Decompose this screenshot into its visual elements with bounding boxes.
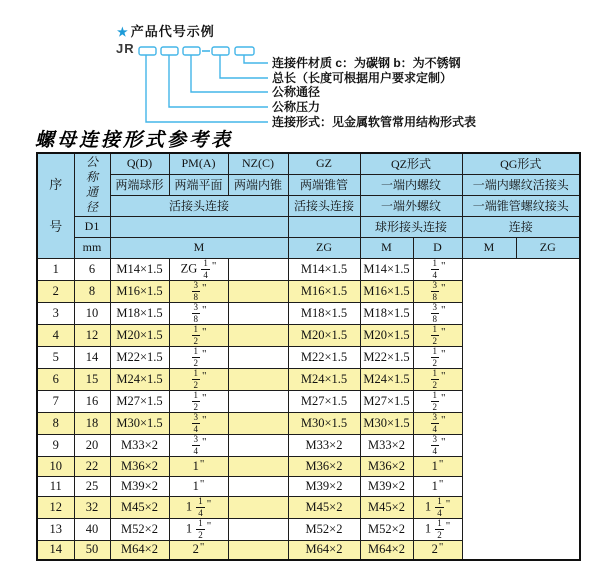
- cell-m: M36×2: [110, 456, 169, 476]
- cell-m: M52×2: [110, 518, 169, 540]
- header-gz: GZ: [288, 153, 360, 174]
- cell-qz-d: M24×1.5: [288, 368, 360, 390]
- cell-qg-zg: $\frac{3}{4}$ ": [413, 412, 462, 434]
- cell-qg-m: M52×2: [360, 518, 413, 540]
- cell-seq: 6: [37, 368, 74, 390]
- cell-seq: 9: [37, 434, 74, 456]
- header-qg-m: M: [462, 237, 516, 258]
- fraction-value: $\frac{3}{4}$: [432, 434, 437, 456]
- cell-qz-d: M64×2: [288, 540, 360, 560]
- cell-qz-m: [228, 412, 288, 434]
- cell-m: M22×1.5: [110, 346, 169, 368]
- cell-qz-m: [228, 434, 288, 456]
- cell-qg-m: M18×1.5: [360, 302, 413, 324]
- cell-gz-zg: 2": [169, 540, 228, 560]
- cell-qg-m: M36×2: [360, 456, 413, 476]
- star-icon: ★: [117, 25, 129, 39]
- table-row: [37, 476, 580, 496]
- cell-qg-m: M20×1.5: [360, 324, 413, 346]
- fraction-value: $\frac{1}{2}$: [432, 346, 437, 368]
- cell-m: M33×2: [110, 434, 169, 456]
- code-box-5: [235, 47, 254, 55]
- label-nominal-diameter: 公称通径: [272, 85, 321, 99]
- header-qg-zg: ZG: [516, 237, 580, 258]
- diagram-title: [117, 21, 215, 40]
- label-nominal-pressure: 公称压力: [272, 100, 321, 114]
- cell-qz-m: [228, 324, 288, 346]
- table-row: [37, 280, 580, 302]
- fraction-value: $\frac{3}{8}$: [193, 280, 198, 302]
- cell-qz-m: [228, 258, 288, 280]
- header-dn: 公称通径: [74, 153, 110, 216]
- cell-qz-m: [228, 368, 288, 390]
- cell-seq: 3: [37, 302, 74, 324]
- cell-dn: 12: [74, 324, 110, 346]
- code-box-4: [212, 47, 229, 55]
- cell-qz-d: M36×2: [288, 456, 360, 476]
- label-connection-form: 连接形式：见金属软管常用结构形式表: [272, 115, 477, 129]
- header-q-desc: 两端球形: [110, 174, 169, 195]
- cell-seq: 8: [37, 412, 74, 434]
- code-box-2: [161, 47, 178, 55]
- cell-qz-d: M22×1.5: [288, 346, 360, 368]
- cell-qg-zg: $\frac{1}{2}$ ": [413, 346, 462, 368]
- cell-m: M24×1.5: [110, 368, 169, 390]
- fraction-value: $\frac{3}{4}$: [193, 434, 198, 456]
- table-body: [37, 258, 580, 560]
- cell-qg-zg: $\frac{1}{2}$ ": [413, 324, 462, 346]
- table-row: [37, 540, 580, 560]
- cell-m: M14×1.5: [110, 258, 169, 280]
- fraction-value: $\frac{1}{2}$: [432, 368, 437, 390]
- fraction-value: $\frac{1}{4}$: [432, 258, 437, 280]
- cell-qg-m: M24×1.5: [360, 368, 413, 390]
- table-title: 螺母连接形式参考表: [35, 130, 234, 151]
- code-box-1: [139, 47, 156, 55]
- cell-seq: 5: [37, 346, 74, 368]
- header-gz-conn: 活接头连接: [288, 195, 360, 216]
- cell-seq: 11: [37, 476, 74, 496]
- header-pm: PM(A): [169, 153, 228, 174]
- cell-m: M64×2: [110, 540, 169, 560]
- cell-m: M30×1.5: [110, 412, 169, 434]
- header-dn-symbol: D1: [74, 216, 110, 237]
- fraction-value: $\frac{3}{8}$: [432, 302, 437, 324]
- cell-qg-zg: 1": [413, 476, 462, 496]
- header-nz-desc: 两端内锥: [228, 174, 288, 195]
- cell-gz-zg: 1 $\frac{1}{4}$ ": [169, 496, 228, 518]
- cell-seq: 1: [37, 258, 74, 280]
- cell-dn: 18: [74, 412, 110, 434]
- leader-line-form: [146, 55, 268, 122]
- header-qg-desc1: 一端内螺纹活接头: [462, 174, 580, 195]
- cell-qg-m: M33×2: [360, 434, 413, 456]
- header-qz-conn: 球形接头连接: [360, 216, 462, 237]
- empty-cell: [110, 216, 288, 237]
- cell-seq: 2: [37, 280, 74, 302]
- fraction-value: $\frac{3}{8}$: [432, 280, 437, 302]
- cell-gz-zg: $\frac{1}{2}$ ": [169, 324, 228, 346]
- cell-qz-d: M45×2: [288, 496, 360, 518]
- empty-cell: [288, 216, 360, 237]
- header-qz: QZ形式: [360, 153, 462, 174]
- cell-gz-zg: 1 $\frac{1}{2}$ ": [169, 518, 228, 540]
- cell-qg-zg: $\frac{3}{8}$ ": [413, 302, 462, 324]
- fraction-value: $\frac{3}{4}$: [432, 412, 437, 434]
- table-row: [37, 324, 580, 346]
- cell-qz-d: M20×1.5: [288, 324, 360, 346]
- leader-line-diameter: [191, 55, 268, 92]
- cell-qg-m: M30×1.5: [360, 412, 413, 434]
- cell-qg-zg: 1 $\frac{1}{2}$ ": [413, 518, 462, 540]
- cell-gz-zg: $\frac{1}{2}$ ": [169, 390, 228, 412]
- cell-gz-zg: $\frac{1}{2}$ ": [169, 346, 228, 368]
- nut-connection-table: [36, 152, 581, 561]
- cell-dn: 50: [74, 540, 110, 560]
- leader-line-material: [244, 55, 268, 63]
- cell-m: M39×2: [110, 476, 169, 496]
- fraction-value: $\frac{1}{2}$: [432, 390, 437, 412]
- cell-qg-m: M16×1.5: [360, 280, 413, 302]
- cell-qg-zg: $\frac{1}{4}$ ": [413, 258, 462, 280]
- cell-qg-m: M39×2: [360, 476, 413, 496]
- cell-qz-d: M39×2: [288, 476, 360, 496]
- header-zg-label: ZG: [288, 237, 360, 258]
- table-row: [37, 258, 580, 280]
- cell-dn: 8: [74, 280, 110, 302]
- cell-gz-zg: $\frac{3}{4}$ ": [169, 434, 228, 456]
- cell-qg-zg: 1": [413, 456, 462, 476]
- fraction-value: $\frac{1}{2}$: [193, 346, 198, 368]
- cell-qg-zg: $\frac{3}{4}$ ": [413, 434, 462, 456]
- header-qg: QG形式: [462, 153, 580, 174]
- cell-dn: 16: [74, 390, 110, 412]
- cell-gz-zg: ZG $\frac{1}{4}$ ": [169, 258, 228, 280]
- table-row: [37, 346, 580, 368]
- fraction-value: $\frac{3}{8}$: [193, 302, 198, 324]
- cell-gz-zg: $\frac{3}{8}$ ": [169, 302, 228, 324]
- cell-seq: 7: [37, 390, 74, 412]
- cell-qg-zg: 2": [413, 540, 462, 560]
- header-m-label: M: [110, 237, 288, 258]
- fraction-value: $\frac{1}{2}$: [193, 368, 198, 390]
- cell-qz-m: [228, 476, 288, 496]
- table-row: [37, 456, 580, 476]
- cell-dn: 10: [74, 302, 110, 324]
- code-prefix: JR: [116, 41, 135, 56]
- label-total-length: 总长（长度可根据用户要求定制）: [272, 71, 453, 85]
- cell-seq: 4: [37, 324, 74, 346]
- cell-qg-m: M45×2: [360, 496, 413, 518]
- cell-dn: 40: [74, 518, 110, 540]
- cell-dn: 15: [74, 368, 110, 390]
- cell-qz-m: [228, 540, 288, 560]
- cell-m: M45×2: [110, 496, 169, 518]
- cell-seq: 13: [37, 518, 74, 540]
- cell-dn: 20: [74, 434, 110, 456]
- cell-qz-d: M30×1.5: [288, 412, 360, 434]
- fraction-value: $\frac{1}{2}$: [193, 324, 198, 346]
- table-row: [37, 302, 580, 324]
- fraction-value: $\frac{1}{4}$: [198, 496, 203, 518]
- diagram-title-text: 产品代号示例: [130, 24, 215, 39]
- table-row: [37, 518, 580, 540]
- cell-qz-m: [228, 280, 288, 302]
- header-qz-desc2: 一端外螺纹: [360, 195, 462, 216]
- cell-m: M20×1.5: [110, 324, 169, 346]
- cell-gz-zg: $\frac{3}{4}$ ": [169, 412, 228, 434]
- header-nz: NZ(C): [228, 153, 288, 174]
- header-seq: 序号: [37, 153, 74, 258]
- header-pm-desc: 两端平面: [169, 174, 228, 195]
- label-connector-material: 连接件材质 c：为碳钢 b：为不锈钢: [272, 56, 461, 70]
- leader-lines: [146, 55, 268, 122]
- cell-qz-m: [228, 346, 288, 368]
- cell-qz-m: [228, 390, 288, 412]
- header-union-conn: 活接头连接: [110, 195, 288, 216]
- header-q: Q(D): [110, 153, 169, 174]
- cell-dn: 32: [74, 496, 110, 518]
- cell-qz-d: M33×2: [288, 434, 360, 456]
- header-qg-conn: 连接: [462, 216, 580, 237]
- cell-qz-m: [228, 496, 288, 518]
- fraction-value: $\frac{1}{2}$: [432, 324, 437, 346]
- cell-qz-m: [228, 518, 288, 540]
- cell-qg-m: M27×1.5: [360, 390, 413, 412]
- cell-gz-zg: 1": [169, 476, 228, 496]
- cell-gz-zg: 1": [169, 456, 228, 476]
- header-qz-desc1: 一端内螺纹: [360, 174, 462, 195]
- fraction-value: $\frac{1}{2}$: [198, 518, 203, 540]
- cell-m: M27×1.5: [110, 390, 169, 412]
- cell-qz-d: M18×1.5: [288, 302, 360, 324]
- header-qg-desc2: 一端锥管螺纹接头: [462, 195, 580, 216]
- cell-dn: 22: [74, 456, 110, 476]
- cell-seq: 14: [37, 540, 74, 560]
- cell-qg-m: M14×1.5: [360, 258, 413, 280]
- header-gz-desc: 两端锥管: [288, 174, 360, 195]
- cell-qg-zg: $\frac{1}{2}$ ": [413, 390, 462, 412]
- table-row: [37, 496, 580, 518]
- table-row: [37, 390, 580, 412]
- cell-dn: 25: [74, 476, 110, 496]
- header-qz-m: M: [360, 237, 413, 258]
- cell-seq: 10: [37, 456, 74, 476]
- cell-dn: 6: [74, 258, 110, 280]
- cell-seq: 12: [37, 496, 74, 518]
- header-qz-d: D: [413, 237, 462, 258]
- table-row: [37, 434, 580, 456]
- cell-qz-d: M14×1.5: [288, 258, 360, 280]
- cell-m: M18×1.5: [110, 302, 169, 324]
- cell-qz-d: M52×2: [288, 518, 360, 540]
- header-dn-unit: mm: [74, 237, 110, 258]
- cell-qg-m: M64×2: [360, 540, 413, 560]
- cell-qz-d: M27×1.5: [288, 390, 360, 412]
- cell-qg-zg: $\frac{1}{2}$ ": [413, 368, 462, 390]
- fraction-value: $\frac{3}{4}$: [193, 412, 198, 434]
- cell-dn: 14: [74, 346, 110, 368]
- table-header: [37, 153, 580, 258]
- code-box-group: [139, 47, 254, 55]
- cell-qz-m: [228, 456, 288, 476]
- table-row: [37, 368, 580, 390]
- cell-gz-zg: $\frac{3}{8}$ ": [169, 280, 228, 302]
- fraction-value: $\frac{1}{4}$: [437, 496, 442, 518]
- table-row: [37, 412, 580, 434]
- cell-qg-m: M22×1.5: [360, 346, 413, 368]
- code-box-3: [183, 47, 200, 55]
- cell-qg-zg: $\frac{3}{8}$ ": [413, 280, 462, 302]
- fraction-value: $\frac{1}{2}$: [437, 518, 442, 540]
- fraction-value: $\frac{1}{2}$: [193, 390, 198, 412]
- cell-qz-m: [228, 302, 288, 324]
- fraction-value: $\frac{1}{4}$: [203, 258, 208, 280]
- cell-qz-d: M16×1.5: [288, 280, 360, 302]
- cell-gz-zg: $\frac{1}{2}$ ": [169, 368, 228, 390]
- cell-m: M16×1.5: [110, 280, 169, 302]
- cell-qg-zg: 1 $\frac{1}{4}$ ": [413, 496, 462, 518]
